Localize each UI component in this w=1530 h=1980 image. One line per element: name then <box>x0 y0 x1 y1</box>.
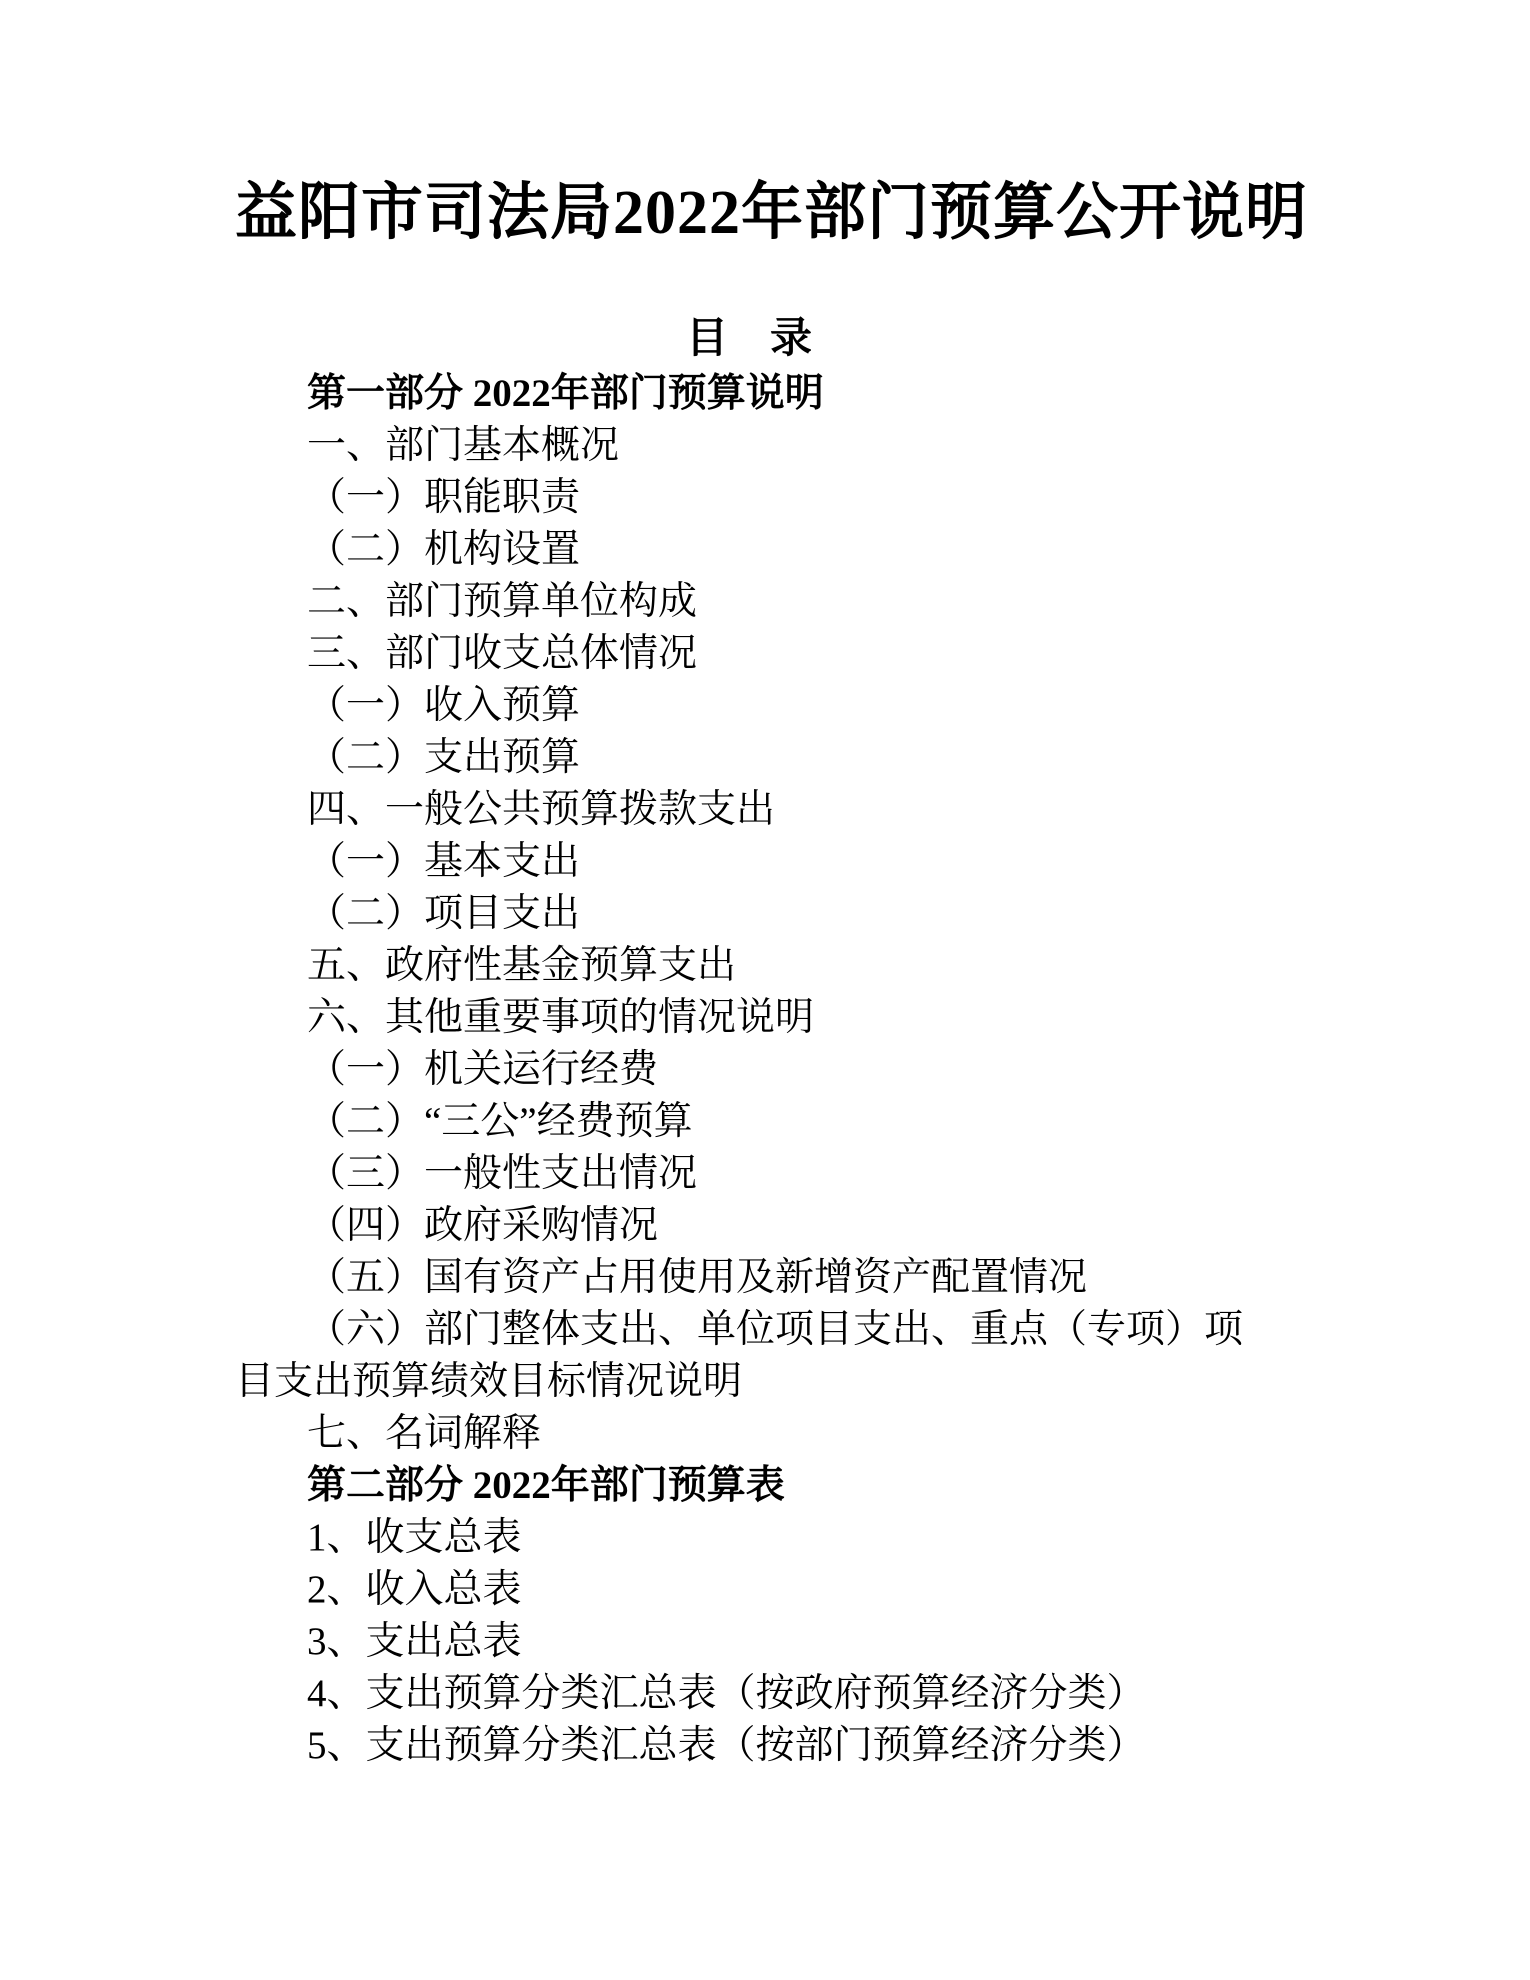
toc-item: 5、支出预算分类汇总表（按部门预算经济分类） <box>307 1724 1146 1767</box>
toc-item: 七、名词解释 <box>307 1412 542 1455</box>
toc-heading: 目 录 <box>685 316 812 362</box>
toc-item: 五、政府性基金预算支出 <box>307 944 737 987</box>
toc-item: （三）一般性支出情况 <box>307 1152 698 1195</box>
toc-item: 1、收支总表 <box>307 1516 522 1559</box>
toc-item: （一）机关运行经费 <box>307 1048 659 1091</box>
toc-item: 第二部分 2022年部门预算表 <box>307 1464 785 1507</box>
toc-item: 四、一般公共预算拨款支出 <box>307 788 776 831</box>
toc-item: （六）部门整体支出、单位项目支出、重点（专项）项 <box>307 1308 1244 1351</box>
toc-item: （一）职能职责 <box>307 476 581 519</box>
toc-item: （一）收入预算 <box>307 684 581 727</box>
document-title: 益阳市司法局2022年部门预算公开说明 <box>235 179 1309 247</box>
toc-item: 4、支出预算分类汇总表（按政府预算经济分类） <box>307 1672 1146 1715</box>
toc-item: 一、部门基本概况 <box>307 424 620 467</box>
toc-item: （二）机构设置 <box>307 528 581 571</box>
toc-item: 3、支出总表 <box>307 1620 522 1663</box>
toc-list <box>235 368 1265 1772</box>
toc-item: （五）国有资产占用使用及新增资产配置情况 <box>307 1256 1088 1299</box>
toc-item: 二、部门预算单位构成 <box>307 580 698 623</box>
toc-item: （二）项目支出 <box>307 892 581 935</box>
toc-item: （二）“三公”经费预算 <box>307 1100 693 1143</box>
toc-item: 2、收入总表 <box>307 1568 522 1611</box>
toc-item: 六、其他重要事项的情况说明 <box>307 996 815 1039</box>
toc-item: 第一部分 2022年部门预算说明 <box>307 372 824 415</box>
toc-item: 目支出预算绩效目标情况说明 <box>235 1360 743 1403</box>
toc-item: （二）支出预算 <box>307 736 581 779</box>
toc-item: （四）政府采购情况 <box>307 1204 659 1247</box>
toc-item: （一）基本支出 <box>307 840 581 883</box>
toc-item: 三、部门收支总体情况 <box>307 632 698 675</box>
